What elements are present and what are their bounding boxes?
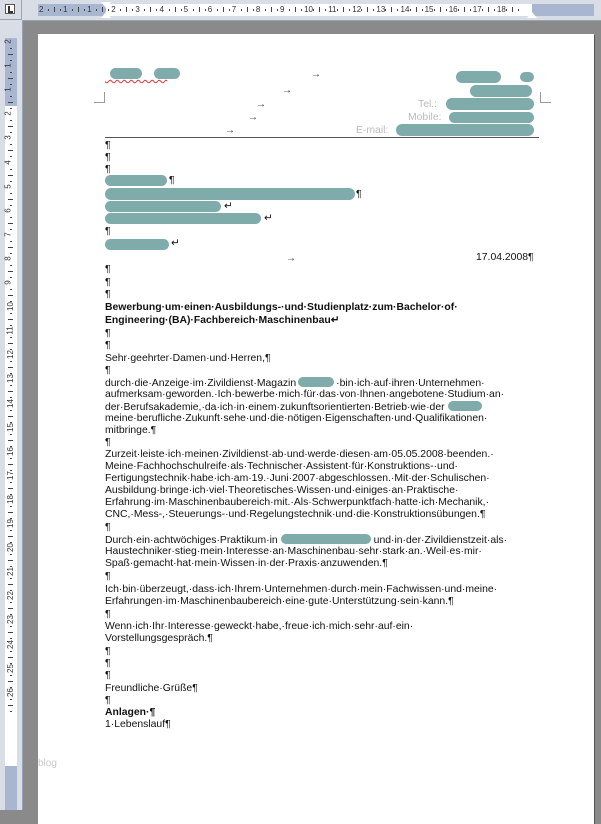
ruler-tick: [494, 9, 495, 11]
ruler-number: 2: [3, 39, 13, 44]
ruler-tick: [8, 560, 13, 561]
ruler-tick: [506, 9, 507, 11]
ruler-tick: [10, 410, 12, 411]
ruler-tick: [10, 554, 12, 555]
ruler-tick: [10, 289, 12, 290]
ruler-tick: [10, 84, 12, 85]
ruler-tick: [253, 9, 254, 11]
redacted-phone: [446, 98, 534, 110]
tab-arrow-5: →: [225, 125, 235, 136]
document-page[interactable]: [38, 34, 594, 824]
ruler-tick: [277, 9, 278, 11]
salutation: Sehr·geehrter·Damen·und·Herren,¶: [105, 353, 271, 364]
redacted-email: [396, 124, 534, 136]
line-break-mark: ↵: [264, 213, 273, 224]
ruler-tick: [265, 9, 266, 11]
ruler-tick: [8, 343, 13, 344]
ruler-tick: [458, 9, 459, 11]
ruler-number: 6: [3, 207, 13, 213]
ruler-tick: [10, 48, 12, 49]
redacted-city: [470, 85, 532, 97]
ruler-tick: [8, 271, 13, 272]
empty-paragraph: ¶: [105, 289, 111, 300]
ruler-tick: [8, 199, 13, 200]
ruler-number: 25: [5, 663, 15, 673]
ruler-tick: [10, 651, 12, 652]
ruler-number: 11: [5, 326, 15, 335]
redacted-company: [448, 401, 482, 411]
p3-text-a: Durch·ein·achtwöchiges·Praktikum·in: [105, 535, 278, 546]
line-break-mark: ↵: [171, 238, 180, 249]
ruler-number: 9: [3, 280, 13, 285]
left-indent-marker-bottom[interactable]: [101, 12, 111, 18]
ruler-tick: [8, 681, 13, 682]
ruler-number: 5: [3, 183, 13, 189]
ruler-tick: [10, 193, 12, 194]
ruler-tick: [169, 9, 170, 11]
ruler-tick: [10, 253, 12, 254]
p1-line-4: meine·berufliche·Zukunft·sehe·und·die·nötigen·Eigenschaften·und·Qualifikationen·: [105, 413, 488, 424]
ruler-tick: [8, 488, 13, 489]
mobile-label: Mobile:: [408, 112, 442, 123]
left-indent-marker[interactable]: [101, 2, 111, 8]
email-label: E-mail:: [356, 125, 389, 136]
p2-line-1: Zurzeit·leiste·ich·meinen·Zivildienst·ab·und·werde·diesen·am·05.05.2008·beenden.·: [105, 449, 494, 460]
p1-text-c: der·Berufsakademie,·da·ich·in·einem·zukunftsorientierten·Betrieb·wie·der: [105, 402, 445, 413]
empty-paragraph: ¶: [105, 695, 111, 706]
tab-arrow-1: →: [311, 69, 321, 80]
crop-mark-top-right: [540, 92, 551, 103]
empty-paragraph: ¶: [105, 646, 111, 657]
ruler-tick: [343, 7, 344, 12]
redacted-recipient-line1: [105, 175, 167, 186]
ruler-tick: [223, 7, 224, 12]
ruler-number: 10: [304, 5, 313, 14]
ruler-tick: [337, 9, 338, 11]
ruler-tick: [10, 156, 12, 157]
empty-paragraph: ¶: [105, 522, 111, 533]
ruler-tick: [8, 440, 13, 441]
vertical-ruler[interactable]: [0, 20, 23, 810]
ruler-number: 8: [3, 256, 13, 261]
ruler-number: 15: [5, 422, 15, 432]
recipient-pilcrow: ¶: [169, 175, 175, 186]
ruler-tick: [373, 9, 374, 11]
ruler-tick: [349, 9, 350, 11]
ruler-number: 13: [376, 5, 386, 14]
ruler-number: 16: [448, 5, 458, 14]
ruler-tick: [175, 7, 176, 12]
ruler-tick: [229, 9, 230, 11]
ruler-number: 12: [5, 350, 15, 360]
ruler-number: 1: [3, 87, 13, 92]
ruler-tick: [8, 295, 13, 296]
ruler-tick: [10, 675, 12, 676]
empty-paragraph: ¶: [105, 264, 111, 275]
ruler-tick: [217, 9, 218, 11]
recipient-pilcrow: ¶: [356, 189, 362, 200]
ruler-tick: [8, 536, 13, 537]
empty-paragraph: ¶: [105, 164, 111, 175]
ruler-tick: [8, 78, 13, 79]
p1-line-5: mitbringe.¶: [105, 425, 157, 436]
ruler-tick: [325, 9, 326, 11]
letter-date: 17.04.2008¶: [476, 252, 534, 263]
ruler-tick: [72, 9, 73, 11]
ruler-number: 26: [5, 687, 15, 697]
ruler-tick: [385, 9, 386, 11]
ruler-tick: [10, 434, 12, 435]
ruler-number: 14: [400, 5, 410, 14]
ruler-tick: [205, 9, 206, 11]
tab-arrow-4: →: [248, 112, 258, 123]
ruler-number: 19: [5, 519, 15, 528]
tab-arrow-2: →: [282, 85, 292, 96]
empty-paragraph: ¶: [105, 340, 111, 351]
horizontal-ruler[interactable]: [0, 0, 601, 21]
ruler-tick: [8, 584, 13, 585]
ruler-number: 1: [3, 63, 13, 68]
ruler-number: 4: [159, 5, 164, 14]
p3-text-b: und·in·der·Zivildienstzeit·als·: [373, 535, 508, 546]
ruler-tick: [10, 265, 12, 266]
ruler-number: 6: [207, 5, 213, 14]
subject-line-1: Bewerbung·um·einen·Ausbildungs-·und·Studienplatz·zum·Bachelor·of·: [105, 302, 458, 313]
ruler-tick: [440, 7, 441, 12]
ruler-tick: [10, 277, 12, 278]
ruler-number: 1: [63, 5, 68, 14]
ruler-tick: [10, 626, 12, 627]
ruler-tick: [289, 9, 290, 11]
ruler-number: 22: [5, 591, 15, 601]
ruler-tick: [10, 711, 12, 712]
ruler-tick: [10, 482, 12, 483]
ruler-tick: [8, 512, 13, 513]
ruler-tick: [422, 9, 423, 11]
ruler-tick: [199, 7, 200, 12]
ruler-number: 18: [5, 494, 15, 504]
p4-line-2: Erfahrungen·im·Maschinenbaubereich·eine·gute·Unterstützung·sein·kann.¶: [105, 596, 454, 607]
ruler-tick: [10, 241, 12, 242]
crop-mark-top-left: [94, 92, 105, 103]
ruler-tick: [464, 7, 465, 12]
ruler-tick: [10, 361, 12, 362]
ruler-number: 8: [255, 5, 261, 14]
ruler-tick: [60, 9, 61, 11]
ruler-tick: [488, 7, 489, 12]
ruler-number: 14: [5, 398, 15, 408]
ruler-tick: [126, 7, 127, 12]
ruler-tick: [96, 9, 97, 11]
ruler-number: 2: [3, 111, 13, 117]
ruler-tick: [361, 9, 362, 11]
ruler-number: 3: [135, 5, 140, 14]
ruler-tick: [10, 458, 12, 459]
empty-paragraph: ¶: [105, 609, 111, 620]
ruler-tick: [8, 247, 13, 248]
ruler-tick: [8, 608, 13, 609]
header-underline: [105, 70, 185, 80]
ruler-bottom-margin: [5, 766, 17, 810]
ruler-tick: [120, 9, 121, 11]
ruler-tick: [8, 54, 13, 55]
ruler-tick: [10, 506, 12, 507]
ruler-number: 11: [328, 5, 337, 14]
empty-paragraph: ¶: [105, 140, 111, 151]
ruler-tick: [313, 9, 314, 11]
ruler-number: 9: [280, 5, 285, 14]
tel-label: Tel.:: [418, 99, 438, 110]
ruler-tick: [8, 657, 13, 658]
ruler-number: 17: [472, 5, 482, 14]
p1-line-2: aufmerksam·geworden.·Ich·bewerbe·mich·für·das·von·Ihnen·angebotene·Studium·an·: [105, 389, 505, 400]
empty-paragraph: ¶: [105, 571, 111, 582]
ruler-tick: [10, 229, 12, 230]
redacted-street-no: [520, 72, 534, 82]
redacted-recipient-line2: [105, 188, 355, 200]
ruler-tick: [8, 175, 13, 176]
empty-paragraph: ¶: [105, 670, 111, 681]
ruler-tick: [8, 632, 13, 633]
right-indent-marker[interactable]: [527, 12, 537, 18]
ruler-tick: [518, 9, 519, 11]
empty-paragraph: ¶: [105, 226, 111, 237]
tab-arrow-3: →: [256, 99, 266, 110]
ruler-number: 2: [39, 5, 44, 14]
ruler-tick: [319, 7, 320, 12]
ruler-tick: [482, 9, 483, 11]
p2-line-2: Meine·Fachhochschulreife·als·Technischer·Assistent·für·Konstruktions-·und·: [105, 461, 458, 472]
ruler-number: 10: [5, 302, 15, 312]
ruler-tick: [10, 217, 12, 218]
ruler-tick: [446, 9, 447, 11]
empty-paragraph: ¶: [105, 328, 111, 339]
ruler-tick: [8, 223, 13, 224]
ruler-tick: [10, 96, 12, 97]
ruler-tick: [10, 72, 12, 73]
ruler-number: 2: [111, 5, 116, 14]
ruler-number: 3: [3, 135, 13, 141]
redacted-recipient-line3: [105, 201, 221, 212]
ruler-tick: [156, 9, 157, 11]
ruler-number: 15: [424, 5, 434, 14]
redacted-internship-company: [281, 534, 371, 544]
ruler-tick: [8, 705, 13, 706]
subject-line-2: Engineering·(BA)·Fachbereich·Maschinenbau↵: [105, 315, 340, 326]
ruler-number: 12: [352, 5, 362, 14]
ruler-tick: [54, 7, 55, 12]
empty-paragraph: ¶: [105, 277, 111, 288]
watermark: blog: [38, 758, 57, 769]
ruler-tick: [434, 9, 435, 11]
ruler-tick: [8, 150, 13, 151]
ruler-tick: [10, 385, 12, 386]
ruler-number: 23: [5, 615, 15, 625]
ruler-tick: [84, 9, 85, 11]
p5-line-1: Wenn·ich·Ihr·Interesse·geweckt·habe,·freue·ich·mich·sehr·auf·ein·: [105, 621, 414, 632]
ruler-tick: [10, 132, 12, 133]
ruler-number: 5: [183, 5, 189, 14]
ruler-number: 21: [5, 567, 15, 577]
p2-line-5: Erfahrung·im·Maschinenbaubereich·mit.·Als·Schwerpunktfach·hatte·ich·Mechanik,·: [105, 497, 490, 508]
ruler-number: 4: [3, 159, 13, 165]
ruler-tick: [8, 319, 13, 320]
p1-text-a: durch·die·Anzeige·im·Zivildienst·Magazin: [105, 378, 297, 389]
ruler-tick: [8, 102, 13, 103]
ruler-tick: [8, 367, 13, 368]
ruler-tick: [108, 9, 109, 11]
ruler-tick: [132, 9, 133, 11]
ruler-tick: [10, 337, 12, 338]
ruler-number: 17: [5, 470, 15, 480]
ruler-tick: [295, 7, 296, 12]
ruler-number: 18: [496, 5, 506, 14]
ruler-tick: [10, 699, 12, 700]
ruler-tick: [150, 7, 151, 12]
ruler-tick: [10, 60, 12, 61]
header-rule: [105, 137, 539, 138]
ruler-tick: [301, 9, 302, 11]
ruler-tick: [10, 181, 12, 182]
ruler-tick: [10, 313, 12, 314]
ruler-tick: [10, 144, 12, 145]
ruler-tick: [410, 9, 411, 11]
empty-paragraph: ¶: [105, 365, 111, 376]
ruler-tick: [367, 7, 368, 12]
left-tab-icon: [5, 4, 15, 14]
redacted-recipient-line5: [105, 239, 169, 250]
line-break-mark: ↵: [224, 201, 233, 212]
ruler-tick: [144, 9, 145, 11]
p2-line-6: CNC,·Mess-,·Steuerungs-·und·Regelungstechnik·und·die·Konstruktionsübungen.¶: [105, 509, 486, 520]
ruler-tick: [10, 108, 12, 109]
ruler-tick: [193, 9, 194, 11]
ruler-number: 7: [231, 5, 237, 14]
p3-line-3: Spaß·gemacht·hat·mein·Wissen·in·der·Praxis·anzuwenden.¶: [105, 558, 388, 569]
redacted-recipient-line4: [105, 213, 261, 224]
ruler-tick: [8, 416, 13, 417]
p1-text-b: ·bin·ich·auf·ihren·Unternehmen·: [336, 378, 485, 389]
ruler-tick: [8, 391, 13, 392]
tab-selector[interactable]: [0, 0, 22, 20]
ruler-tick: [10, 530, 12, 531]
p2-line-3: Fertigungstechnik·habe·ich·am·19.·Juni·2007·abgeschlossen.·Mit·der·Schulischen·: [105, 473, 490, 484]
ruler-number: 7: [3, 232, 13, 237]
ruler-tick: [271, 7, 272, 12]
redacted-mobile: [449, 112, 534, 123]
p3-line-2: Haustechniker·stieg·mein·Interesse·an·Maschinenbau·sehr·stark·an.·Weil·es·mir·: [105, 546, 482, 557]
empty-paragraph: ¶: [105, 152, 111, 163]
ruler-number: 20: [5, 543, 15, 553]
ruler-tick: [10, 205, 12, 206]
empty-paragraph: ¶: [105, 437, 111, 448]
ruler-tick: [78, 7, 79, 12]
ruler-tick: [10, 169, 12, 170]
ruler-number: 13: [5, 374, 15, 384]
tab-arrow-date: →: [286, 253, 296, 264]
ruler-tick: [416, 7, 417, 12]
ruler-number: 24: [5, 639, 15, 649]
ruler-number: 16: [5, 446, 15, 456]
ruler-tick: [397, 9, 398, 11]
ruler-tick: [8, 464, 13, 465]
ruler-tick: [10, 602, 12, 603]
redacted-magazine: [298, 377, 334, 387]
ruler-tick: [512, 7, 513, 12]
ruler-tick: [181, 9, 182, 11]
p5-line-2: Vorstellungsgespräch.¶: [105, 633, 213, 644]
p2-line-4: Ausbildung·bringe·ich·viel·Theoretisches·Wissen·und·einiges·an·Praktische·: [105, 485, 459, 496]
ruler-tick: [391, 7, 392, 12]
ruler-tick: [247, 7, 248, 12]
empty-paragraph: ¶: [105, 658, 111, 669]
closing: Freundliche·Grüße¶: [105, 683, 198, 694]
ruler-tick: [470, 9, 471, 11]
ruler-number: 1: [87, 5, 92, 14]
redacted-street: [456, 71, 501, 83]
p4-line-1: Ich·bin·überzeugt,·dass·ich·Ihrem·Unternehmen·durch·mein·Fachwissen·und·meine·: [105, 584, 498, 595]
attachments-title: Anlagen·¶: [105, 707, 156, 718]
ruler-tick: [241, 9, 242, 11]
ruler-tick: [48, 9, 49, 11]
attachments-item: 1·Lebenslauf¶: [105, 719, 171, 730]
ruler-right-margin: [532, 4, 594, 16]
ruler-tick: [10, 120, 12, 121]
ruler-tick: [8, 126, 13, 127]
ruler-tick: [10, 578, 12, 579]
